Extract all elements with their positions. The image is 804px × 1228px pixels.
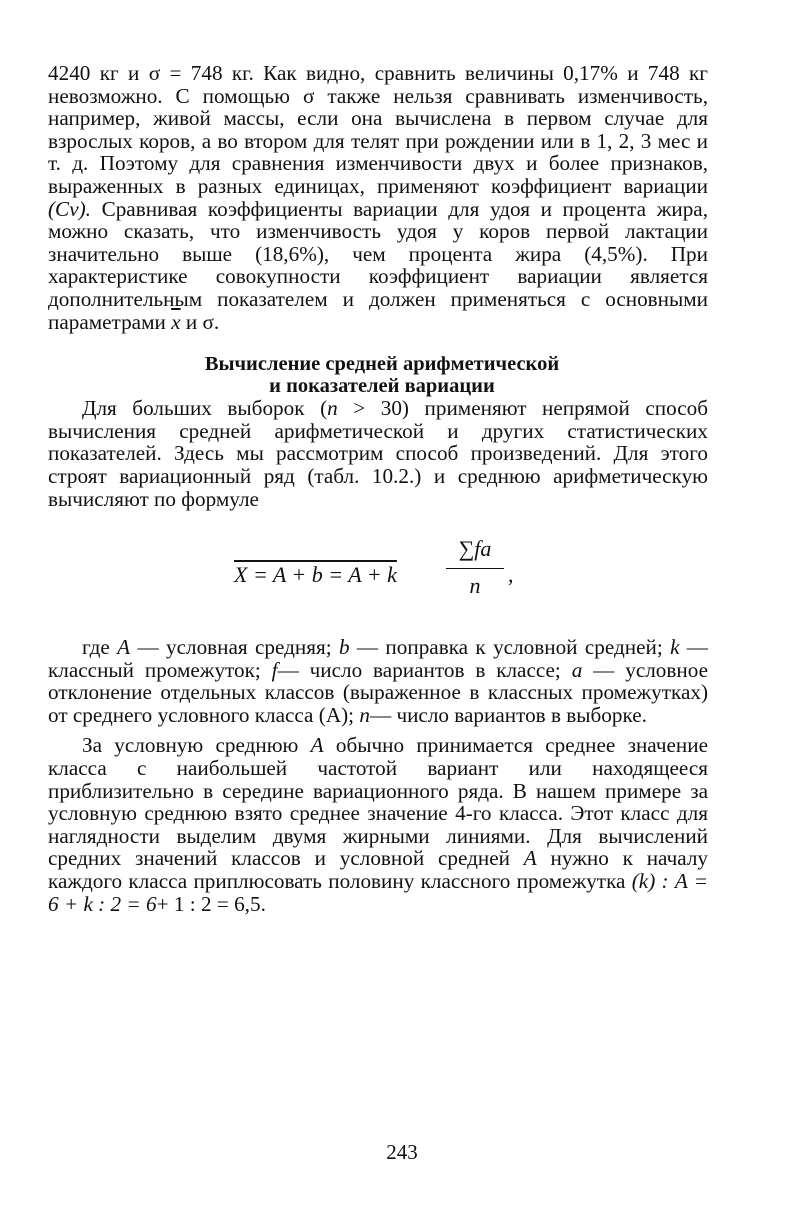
text-run: Сравнивая коэффициенты вариации для удоя и процента жира, можно сказать, что изменчивость удоя у коров первой лактации значительно выше (18,6%), чем процента жира (4,5%). При характеристике совокупности коэффициент вариации является дополнительным показателем и должен применяться с основными параметрами — [48, 196, 708, 334]
section-heading — [48, 353, 708, 397]
text-run-italic: b — [338, 635, 350, 660]
text-run-italic: n — [327, 396, 338, 421]
text-run-italic: A — [117, 635, 131, 660]
text-run-italic: k — [670, 635, 680, 660]
formula-fraction — [442, 536, 508, 599]
x-bar-symbol: $\overline{x}$ — [171, 309, 181, 334]
text-run: — поправка к условной средней; — [349, 635, 671, 660]
text-run-italic: A — [310, 733, 324, 758]
text-run: + 1 : 2 = 6,5. — [156, 891, 266, 916]
text-run: — условное отклонение отдельных классов (выраженное в классных промежутках) от среднего условного класса (А); — [48, 657, 708, 727]
formula-denominator: n — [469, 573, 481, 599]
text-run-italic: A — [523, 846, 537, 871]
text-run: > 30) применяют непрямой способ вычисления средней арифметической и других статистических показателей. Здесь мы рассмотрим способ произведений. Для этого строят вариационный ряд (табл. 10.2.) и среднюю арифметическую вычисляют по формуле — [48, 396, 708, 511]
text-run: Для больших выборок ( — [82, 396, 328, 421]
text-run: — условная средняя; — [130, 635, 339, 660]
formula-lhs-text: X = A + b = A + k — [234, 562, 397, 588]
heading-line-1: Вычисление средней арифметической — [204, 353, 560, 376]
text-run-italic: (k) : A = 6 + k : 2 = 6 — [48, 869, 708, 916]
paragraph-large-samples — [48, 397, 708, 510]
paragraph-definitions — [48, 636, 708, 726]
text-run-italic: a — [571, 657, 583, 682]
text-run: — число вариантов в выборке. — [369, 702, 647, 727]
text-run-italic: n — [359, 702, 370, 727]
text-run: — классный промежуток; — [48, 635, 708, 682]
text-run: — число вариантов в классе; — [277, 657, 572, 682]
text-run: 4240 кг и σ = 748 кг. Как видно, сравнить величины 0,17% и 748 кг невозможно. С помощью σ также нельзя сравнивать изменчивость, например, живой массы, если она вычислена в первом случае для взрослых коров, а во втором для телят при рождении или в 1, 2, 3 мес и т. д. Поэтому для сравнения изменчивости двух и более признаков, выраженных в разных единицах, применяют коэффициент вариации — [48, 61, 708, 198]
page-content — [48, 62, 708, 915]
formula-numerator: ∑fa — [458, 536, 492, 562]
formula-lhs — [234, 562, 397, 588]
text-run-italic: (Cv). — [48, 196, 91, 221]
paragraph-conditional-mean — [48, 734, 708, 915]
text-run: нужно к началу каждого класса приплюсовать половину классного промежутка — [48, 846, 708, 894]
heading-line-2: и показателей вариации — [269, 375, 495, 398]
formula-comma: , — [508, 562, 514, 588]
paragraph-cv-intro — [48, 62, 708, 333]
page-number: 243 — [386, 1140, 418, 1164]
text-run-italic: f — [271, 657, 278, 682]
fraction-bar — [446, 568, 504, 569]
text-run: За условную среднюю — [82, 733, 311, 758]
mean-formula — [48, 536, 708, 622]
text-run: где — [82, 635, 118, 660]
text-run: и σ. — [180, 309, 220, 334]
text-run: обычно принимается среднее значение класса с наибольшей частотой вариант или находящееся приблизительно в середине вариационного ряда. В нашем примере за условную среднюю взято среднее значение 4-го класса. Этот класс для наглядности выделим двумя жирными линиями. Для вычислений средних значений классов и условной средней — [48, 733, 708, 871]
